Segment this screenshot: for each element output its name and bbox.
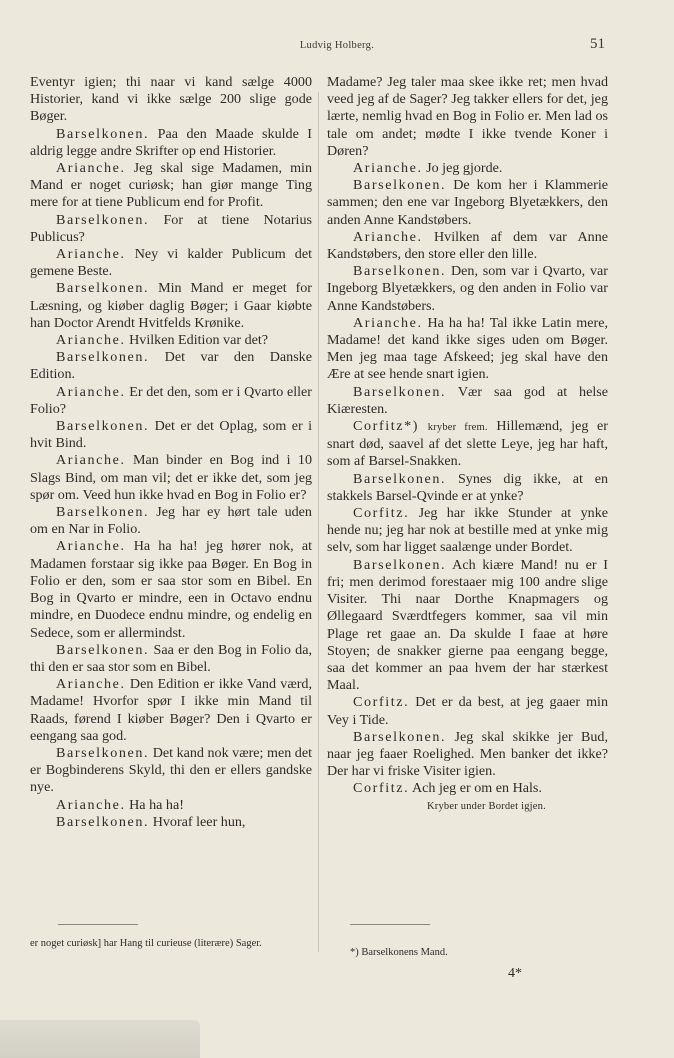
paragraph: Barselkonen. Min Mand er meget for Læsning, og kiøber daglig Bøger; i Gaar kiøbte han Doctor Arendt Hvitfelds Krønike. <box>30 280 312 331</box>
paragraph: Arianche. Ha ha ha! <box>56 796 184 813</box>
speaker-name: Arianche. <box>56 452 126 469</box>
paragraph: Corfitz. Det er da best, at jeg gaaer min Vey i Tide. <box>327 694 608 728</box>
paragraph: Arianche. Man binder en Bog ind i 10 Slags Bind, om man vil; det er ikke det, som jeg spør om. Veed hun ikke hvad en Bog in Folio er? <box>30 452 313 503</box>
paragraph: Arianche. Hvilken Edition var det? <box>56 332 269 349</box>
paragraph: Corfitz. Ach jeg er om en Hals. Kryber under Bordet igjen. <box>327 780 608 814</box>
speaker-name: Barselkonen. <box>56 744 150 761</box>
paragraph: Barselkonen. Saa er den Bog in Folio da, thi den er saa stor som en Bibel. <box>30 641 312 675</box>
stage-direction: Kryber under Bordet igjen. <box>427 800 546 812</box>
page-shadow <box>0 1020 200 1058</box>
paragraph: Arianche. Jo jeg gjorde. <box>353 160 503 177</box>
paragraph: Barselkonen. Jeg skal skikke jer Bud, naar jeg faaer Roelighed. Men banker det ikke? Der har vi friske Visiter igien. <box>327 728 609 780</box>
page-number: 51 <box>590 36 605 52</box>
speaker-name: Barselkonen. <box>353 263 447 280</box>
speaker-name: Arianche. <box>56 160 126 177</box>
speaker-name: Arianche. <box>353 228 423 245</box>
speaker-name: Corfitz. <box>353 694 410 711</box>
speaker-name: Arianche. <box>56 796 126 813</box>
paragraph: Barselkonen. For at tiene Notarius Publicus? <box>30 211 312 245</box>
footnote-rule <box>350 924 430 925</box>
paragraph: Barselkonen. Paa den Maade skulde I aldrig legge andre Skrifter op end Historier. <box>30 125 312 159</box>
speaker-name: Arianche. <box>56 332 126 349</box>
speaker-name: Arianche. <box>353 314 423 331</box>
speaker-name: Barselkonen. <box>56 504 150 521</box>
column-divider <box>318 92 319 952</box>
speaker-name: Arianche. <box>353 160 423 177</box>
paragraph: Barselkonen. Hvoraf leer hun, <box>56 813 246 830</box>
speaker-name: Barselkonen. <box>353 728 447 745</box>
left-column <box>30 74 312 831</box>
paragraph: Barselkonen. Jeg har ey hørt tale uden om en Nar in Folio. <box>30 504 312 538</box>
paragraph: Barselkonen. Det var den Danske Edition. <box>30 349 312 383</box>
signature-mark: 4* <box>508 966 522 981</box>
speaker-name: Barselkonen. <box>353 383 447 400</box>
speaker-name: Corfitz. <box>353 780 410 797</box>
speaker-name: Barselkonen. <box>56 349 150 366</box>
speaker-name: Barselkonen. <box>353 556 447 573</box>
speaker-name: Arianche. <box>56 538 126 555</box>
paragraph: Arianche. Jeg skal sige Madamen, min Mand er noget curiøsk; han giør mange Ting mere for at tiene Publicum end for Profit. <box>30 160 312 211</box>
running-title: Ludvig Holberg. <box>299 40 375 51</box>
paragraph: Barselkonen. De kom her i Klammerie sammen; den ene var Ingeborg Blyetækkers, den anden Anne Kandstøbers. <box>327 177 609 228</box>
speaker-name: Barselkonen. <box>56 211 150 228</box>
footnote-rule <box>58 924 138 925</box>
paragraph: Arianche. Hvilken af dem var Anne Kandstøbers, den store eller den lille. <box>327 228 608 263</box>
paragraph: Barselkonen. Det kand nok være; men det er Bogbinderens Skyld, thi den er ellers gandske nye. <box>30 744 313 796</box>
speaker-name: Barselkonen. <box>56 418 150 435</box>
paragraph: Barselkonen. Det er det Oplag, som er i hvit Bind. <box>30 418 313 452</box>
paragraph: Arianche. Ha ha ha! jeg hører nok, at Madamen forstaar sig ikke paa Bøger. En Bog in Folio er den, som er saa stor som en Bibel. En Bog in Qvarto er mindre, een in Octavo endnu mindre, en Duodece endnu mindre, og endelig en Sedece, som er allermindst. <box>30 538 312 641</box>
paragraph: Arianche. Ney vi kalder Publicum det gemene Beste. <box>30 246 312 280</box>
speaker-name: Barselkonen. <box>56 125 150 142</box>
paragraph: Corfitz*) kryber frem. Hillemænd, jeg er snart død, saavel af det slette Leye, jeg har haft, som af Barsel-Snakken. <box>327 418 608 470</box>
paragraph: Barselkonen. Ach kiære Mand! nu er I fri; men derimod forestaaer mig 100 andre slige Visiter. Thi naar Dorthe Knapmagers og Øllegaard Sværdtfegers kommer, saa vil min Plage ret gaae an. Da skulde I faae at høre Stoyen; de snakker gierne paa eengang begge, saa det kommer an paa hvem der har stærkest Maal. <box>327 556 608 694</box>
stage-direction: kryber frem. <box>427 422 488 434</box>
paragraph: Arianche. Er det den, som er i Qvarto eller Folio? <box>30 383 312 417</box>
speaker-name: Corfitz. <box>353 505 410 522</box>
speaker-name: Barselkonen. <box>56 641 150 658</box>
paragraph: Corfitz. Jeg har ikke Stunder at ynke hende nu; jeg har nok at bestille med at ynke mig selv, som har ligget saalænge under Bordet. <box>327 505 609 556</box>
paragraph: Arianche. Ha ha ha! Tal ikke Latin mere, Madame! det kand ikke siges uden om Bøger. Men jeg maa tage Afskeed; jeg skal have den Ære at see hende snart igien. <box>327 314 608 383</box>
paragraph: Barselkonen. Synes dig ikke, at en stakkels Barsel-Qvinde er at ynke? <box>327 470 608 504</box>
speaker-name: Arianche. <box>56 383 126 400</box>
paragraph: Eventyr igien; thi naar vi kand sælge 4000 Historier, kand vi ikke sælge 200 slige gode Bøger. <box>30 74 312 125</box>
paragraph: Barselkonen. Den, som var i Qvarto, var Ingeborg Blyetækkers, og den anden in Folio var Anne Kandstøbers. <box>327 263 608 314</box>
speaker-name: Barselkonen. <box>56 813 150 830</box>
right-column <box>327 74 608 815</box>
speaker-name: Corfitz*) <box>353 418 420 435</box>
footnote-left: er noget curiøsk] har Hang til curieuse (literære) Sager. <box>30 938 262 949</box>
speaker-name: Barselkonen. <box>353 177 447 194</box>
paragraph: Arianche. Den Edition er ikke Vand værd, Madame! Hvorfor spør I ikke min Mand til Raads, førend I kiøber Bøger? Den i Qvarto er eengang saa god. <box>30 676 312 744</box>
paragraph: Barselkonen. Vær saa god at helse Kiæresten. <box>327 383 608 417</box>
footnote-right: *) Barselkonens Mand. <box>350 947 448 958</box>
speaker-name: Barselkonen. <box>353 470 447 487</box>
speaker-name: Arianche. <box>56 246 126 263</box>
speaker-name: Arianche. <box>56 676 126 693</box>
speaker-name: Barselkonen. <box>56 280 150 297</box>
paragraph: Madame? Jeg taler maa skee ikke ret; men hvad veed jeg af de Sager? Jeg takker ellers for det, jeg lærte, nemlig hvad en Bog in Folio er. Men lad os tale om andet; mødte I ikke tvende Koner i Døren? <box>327 74 608 159</box>
